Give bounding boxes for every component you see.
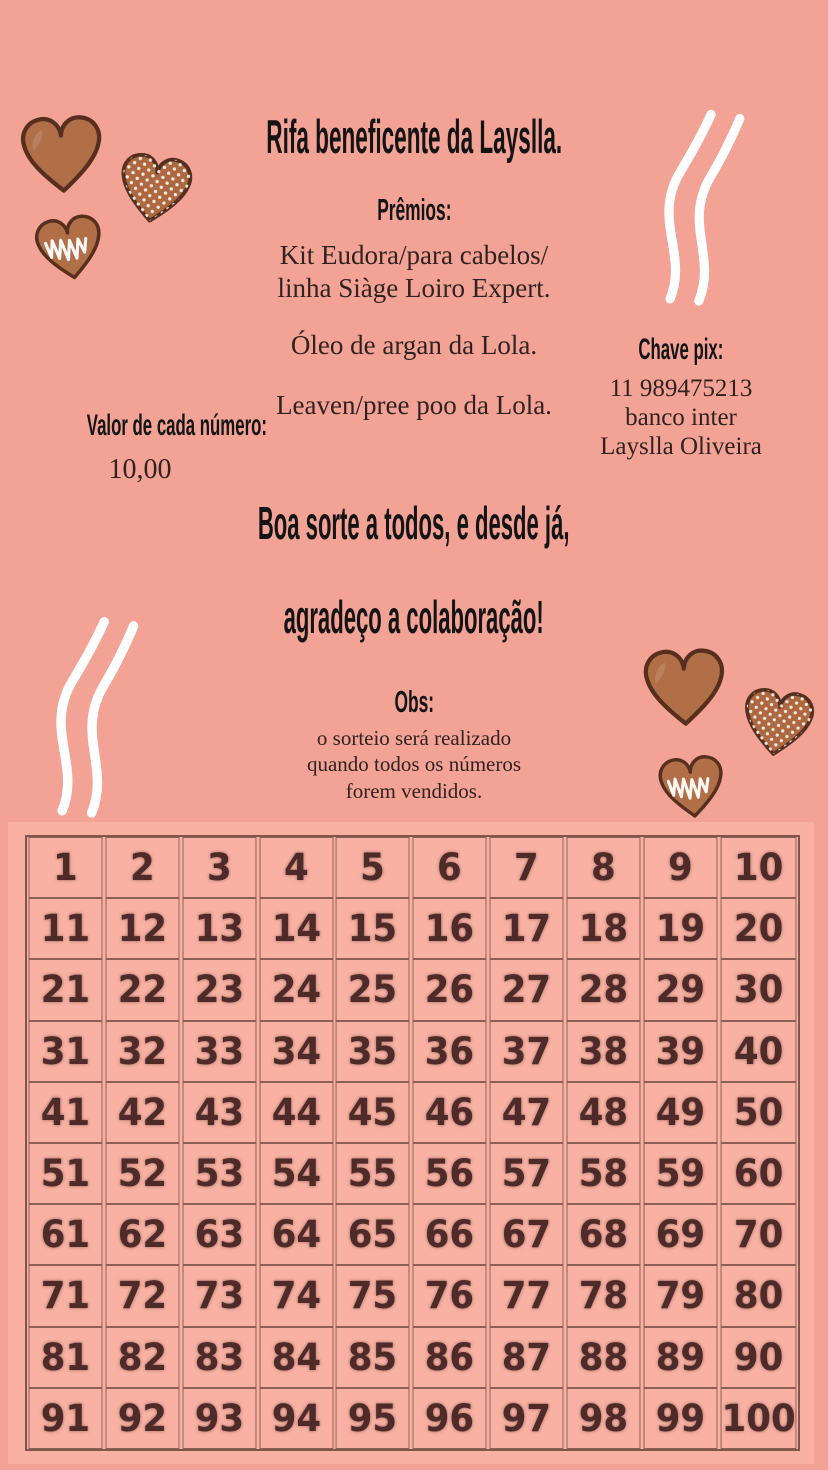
raffle-number-93: 93 <box>182 1388 256 1449</box>
raffle-number-39: 39 <box>643 1021 717 1082</box>
raffle-number-24: 24 <box>259 959 333 1020</box>
raffle-number-90: 90 <box>720 1327 796 1388</box>
raffle-number-51: 51 <box>29 1143 103 1204</box>
raffle-number-83: 83 <box>182 1327 256 1388</box>
raffle-number-71: 71 <box>29 1265 103 1326</box>
raffle-number-92: 92 <box>105 1388 179 1449</box>
raffle-number-41: 41 <box>29 1082 103 1143</box>
raffle-number-63: 63 <box>182 1204 256 1265</box>
raffle-number-29: 29 <box>643 959 717 1020</box>
raffle-number-66: 66 <box>413 1204 487 1265</box>
raffle-number-64: 64 <box>259 1204 333 1265</box>
raffle-number-52: 52 <box>105 1143 179 1204</box>
raffle-number-19: 19 <box>643 898 717 959</box>
goodluck-line-1: Boa sorte a todos, e desde já, <box>258 497 570 549</box>
raffle-number-5: 5 <box>336 837 410 898</box>
raffle-number-87: 87 <box>490 1327 564 1388</box>
raffle-number-98: 98 <box>567 1388 641 1449</box>
raffle-number-57: 57 <box>490 1143 564 1204</box>
raffle-number-23: 23 <box>182 959 256 1020</box>
raffle-number-12: 12 <box>105 898 179 959</box>
raffle-number-72: 72 <box>105 1265 179 1326</box>
raffle-number-91: 91 <box>29 1388 103 1449</box>
raffle-number-26: 26 <box>413 959 487 1020</box>
raffle-number-20: 20 <box>720 898 796 959</box>
raffle-number-27: 27 <box>490 959 564 1020</box>
price-block <box>16 409 267 486</box>
raffle-number-79: 79 <box>643 1265 717 1326</box>
raffle-number-55: 55 <box>336 1143 410 1204</box>
raffle-number-43: 43 <box>182 1082 256 1143</box>
raffle-number-100: 100 <box>720 1388 796 1449</box>
raffle-number-36: 36 <box>413 1021 487 1082</box>
raffle-number-18: 18 <box>567 898 641 959</box>
raffle-number-2: 2 <box>105 837 179 898</box>
raffle-number-3: 3 <box>182 837 256 898</box>
note-line-2: quando todos os números <box>306 752 522 777</box>
raffle-number-75: 75 <box>336 1265 410 1326</box>
raffle-grid-panel <box>8 822 814 1464</box>
pix-key: 11 989475213 <box>609 374 753 402</box>
raffle-number-44: 44 <box>259 1082 333 1143</box>
raffle-number-6: 6 <box>413 837 487 898</box>
prizes-heading: Prêmios: <box>376 192 452 227</box>
pix-bank: banco inter <box>625 403 737 431</box>
prize-item-1-line-2: linha Siàge Loiro Expert. <box>277 273 551 303</box>
raffle-number-74: 74 <box>259 1265 333 1326</box>
raffle-number-1: 1 <box>29 837 103 898</box>
raffle-number-46: 46 <box>413 1082 487 1143</box>
raffle-number-grid <box>25 835 800 1451</box>
raffle-number-58: 58 <box>567 1143 641 1204</box>
raffle-number-97: 97 <box>490 1388 564 1449</box>
raffle-number-69: 69 <box>643 1204 717 1265</box>
raffle-number-78: 78 <box>567 1265 641 1326</box>
raffle-number-84: 84 <box>259 1327 333 1388</box>
prize-item-3: Leaven/pree poo da Lola. <box>276 390 552 420</box>
raffle-number-76: 76 <box>413 1265 487 1326</box>
raffle-number-42: 42 <box>105 1082 179 1143</box>
pix-details <box>553 374 809 461</box>
raffle-number-60: 60 <box>720 1143 796 1204</box>
raffle-number-86: 86 <box>413 1327 487 1388</box>
raffle-number-25: 25 <box>336 959 410 1020</box>
raffle-number-15: 15 <box>336 898 410 959</box>
pix-block <box>553 334 809 461</box>
raffle-number-49: 49 <box>643 1082 717 1143</box>
raffle-number-40: 40 <box>720 1021 796 1082</box>
raffle-number-28: 28 <box>567 959 641 1020</box>
raffle-number-82: 82 <box>105 1327 179 1388</box>
raffle-number-61: 61 <box>29 1204 103 1265</box>
raffle-number-95: 95 <box>336 1388 410 1449</box>
raffle-number-8: 8 <box>567 837 641 898</box>
prize-item-1 <box>0 239 828 305</box>
note-text <box>0 725 828 805</box>
raffle-number-38: 38 <box>567 1021 641 1082</box>
raffle-number-13: 13 <box>182 898 256 959</box>
raffle-number-53: 53 <box>182 1143 256 1204</box>
raffle-number-67: 67 <box>490 1204 564 1265</box>
price-value: 10,00 <box>108 453 172 485</box>
raffle-number-11: 11 <box>29 898 103 959</box>
raffle-number-85: 85 <box>336 1327 410 1388</box>
raffle-number-73: 73 <box>182 1265 256 1326</box>
note-block <box>0 686 828 804</box>
raffle-number-48: 48 <box>567 1082 641 1143</box>
page-title: Rifa beneficente da Layslla. <box>266 110 562 163</box>
raffle-number-56: 56 <box>413 1143 487 1204</box>
goodluck-message-row <box>0 497 828 643</box>
pix-holder: Layslla Oliveira <box>600 432 762 460</box>
raffle-number-7: 7 <box>490 837 564 898</box>
raffle-number-33: 33 <box>182 1021 256 1082</box>
raffle-number-37: 37 <box>490 1021 564 1082</box>
goodluck-line-2: agradeço a colaboração! <box>283 591 545 643</box>
raffle-number-94: 94 <box>259 1388 333 1449</box>
raffle-number-59: 59 <box>643 1143 717 1204</box>
price-heading: Valor de cada número: <box>86 409 267 442</box>
note-line-1: o sorteio será realizado <box>316 725 512 750</box>
page-title-row <box>0 112 828 161</box>
raffle-number-31: 31 <box>29 1021 103 1082</box>
raffle-number-99: 99 <box>643 1388 717 1449</box>
raffle-number-68: 68 <box>567 1204 641 1265</box>
raffle-number-47: 47 <box>490 1082 564 1143</box>
raffle-number-88: 88 <box>567 1327 641 1388</box>
raffle-number-21: 21 <box>29 959 103 1020</box>
raffle-number-34: 34 <box>259 1021 333 1082</box>
raffle-number-89: 89 <box>643 1327 717 1388</box>
prize-item-1-line-1: Kit Eudora/para cabelos/ <box>279 240 549 270</box>
raffle-number-70: 70 <box>720 1204 796 1265</box>
raffle-number-77: 77 <box>490 1265 564 1326</box>
raffle-number-9: 9 <box>643 837 717 898</box>
raffle-number-35: 35 <box>336 1021 410 1082</box>
raffle-number-17: 17 <box>490 898 564 959</box>
goodluck-message <box>258 497 570 643</box>
raffle-number-96: 96 <box>413 1388 487 1449</box>
raffle-number-14: 14 <box>259 898 333 959</box>
prize-item-2: Óleo de argan da Lola. <box>290 330 538 360</box>
prizes-heading-row <box>0 194 828 227</box>
note-heading: Obs: <box>394 684 434 719</box>
raffle-number-10: 10 <box>720 837 796 898</box>
raffle-number-4: 4 <box>259 837 333 898</box>
raffle-number-32: 32 <box>105 1021 179 1082</box>
raffle-number-22: 22 <box>105 959 179 1020</box>
raffle-number-45: 45 <box>336 1082 410 1143</box>
raffle-number-65: 65 <box>336 1204 410 1265</box>
raffle-number-16: 16 <box>413 898 487 959</box>
raffle-number-54: 54 <box>259 1143 333 1204</box>
raffle-number-50: 50 <box>720 1082 796 1143</box>
note-line-3: forem vendidos. <box>345 778 483 803</box>
pix-heading: Chave pix: <box>638 333 724 366</box>
raffle-number-30: 30 <box>720 959 796 1020</box>
raffle-number-81: 81 <box>29 1327 103 1388</box>
raffle-number-62: 62 <box>105 1204 179 1265</box>
raffle-number-80: 80 <box>720 1265 796 1326</box>
